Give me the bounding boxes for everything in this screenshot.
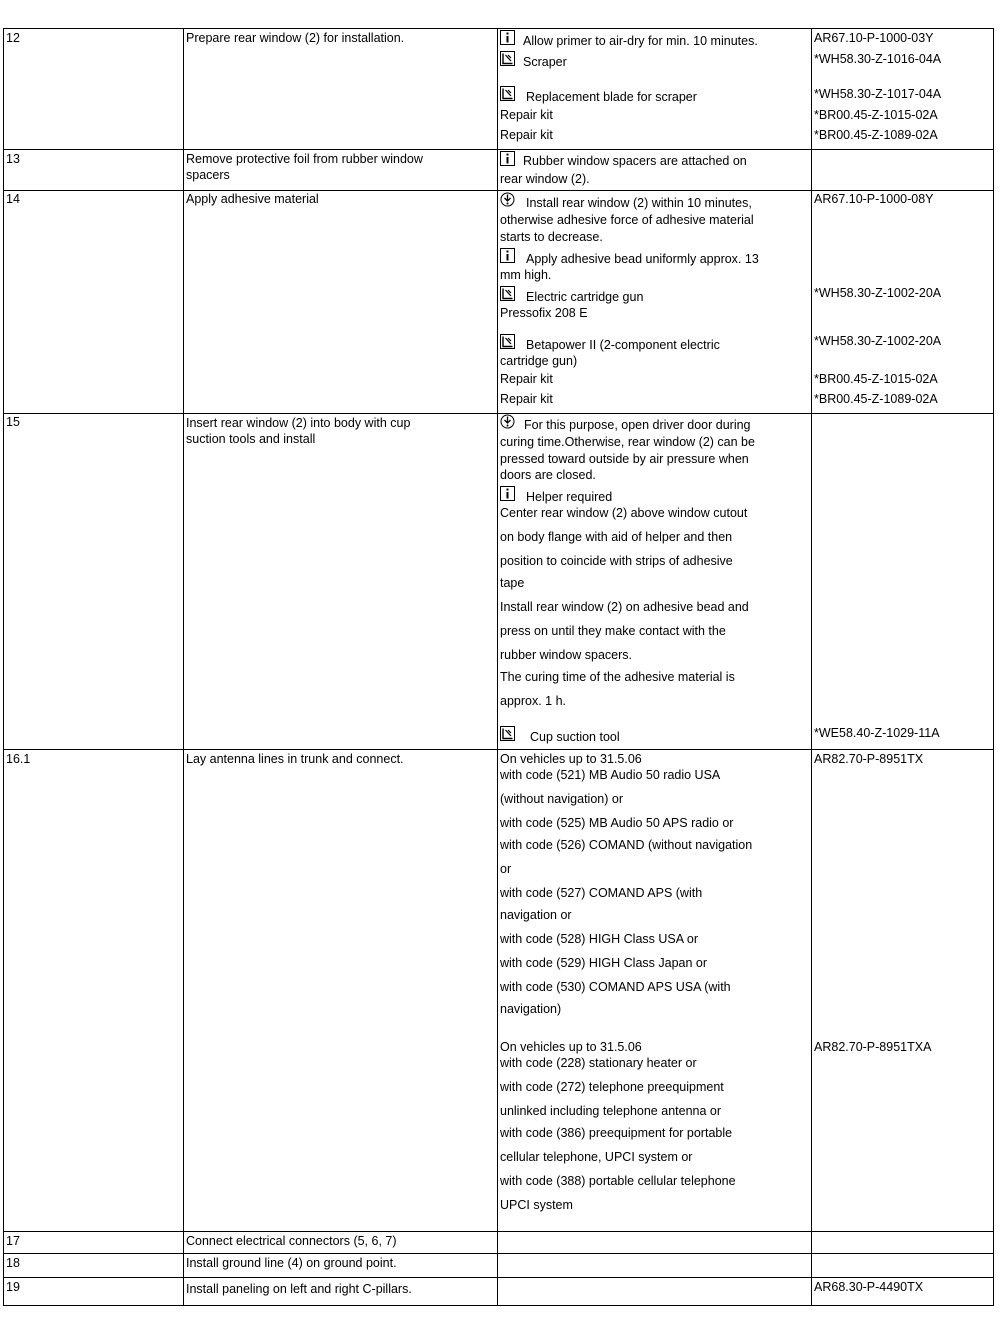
info-icon	[500, 151, 515, 166]
note-text: position to coincide with strips of adhesive	[500, 554, 733, 568]
operation-text: Install paneling on left and right C-pillars.	[186, 1282, 412, 1296]
note-text: with code (386) preequipment for portable	[500, 1126, 733, 1140]
note-text: Install rear window (2) on adhesive bead and	[500, 600, 749, 614]
reference-link[interactable]: AR67.10-P-1000-03Y	[814, 31, 934, 45]
note-text: Replacement blade for scraper	[526, 90, 697, 104]
operation-text: spacers	[186, 168, 230, 182]
table-border-bottom	[3, 1305, 993, 1306]
reference-link[interactable]: *BR00.45-Z-1089-02A	[814, 128, 938, 142]
note-text: Apply adhesive bead uniformly approx. 13	[526, 252, 759, 266]
reference-link[interactable]: AR68.30-P-4490TX	[814, 1280, 924, 1294]
row-divider	[3, 1277, 993, 1278]
operation-text: Install ground line (4) on ground point.	[186, 1256, 397, 1270]
note-text: doors are closed.	[500, 468, 596, 482]
note-text: rear window (2).	[500, 172, 590, 186]
tool-icon	[500, 726, 515, 741]
warning-icon	[500, 414, 515, 429]
note-text: Install rear window (2) within 10 minutes,	[526, 196, 752, 210]
note-text: Electric cartridge gun	[526, 290, 644, 304]
note-text: with code (521) MB Audio 50 radio USA	[500, 768, 721, 782]
reference-link[interactable]: AR82.70-P-8951TXA	[814, 1040, 932, 1054]
row-divider	[3, 413, 993, 414]
note-text: Betapower II (2-component electric	[526, 338, 720, 352]
row-divider	[3, 149, 993, 150]
note-text: navigation)	[500, 1002, 562, 1016]
note-text: On vehicles up to 31.5.06	[500, 1040, 642, 1054]
table-divider-col1	[183, 28, 184, 1306]
note-text: Repair kit	[500, 108, 553, 122]
step-number: 19	[6, 1280, 20, 1294]
operation-text: Apply adhesive material	[186, 192, 319, 206]
note-text: with code (529) HIGH Class Japan or	[500, 956, 708, 970]
note-text: rubber window spacers.	[500, 648, 633, 662]
note-text: approx. 1 h.	[500, 694, 567, 708]
table-border-left	[3, 28, 4, 1306]
note-text: Repair kit	[500, 392, 553, 406]
reference-link[interactable]: *WE58.40-Z-1029-11A	[814, 726, 940, 740]
reference-link[interactable]: *WH58.30-Z-1002-20A	[814, 334, 942, 348]
step-number: 15	[6, 415, 20, 429]
reference-link[interactable]: *BR00.45-Z-1089-02A	[814, 392, 938, 406]
operation-text: Insert rear window (2) into body with cup	[186, 416, 411, 430]
note-text: On vehicles up to 31.5.06	[500, 752, 642, 766]
note-text: with code (527) COMAND APS (with	[500, 886, 703, 900]
info-icon	[500, 486, 515, 501]
reference-link[interactable]: AR67.10-P-1000-08Y	[814, 192, 934, 206]
note-text: curing time.Otherwise, rear window (2) can be	[500, 435, 755, 449]
note-text: Pressofix 208 E	[500, 306, 588, 320]
note-text: mm high.	[500, 268, 552, 282]
reference-link[interactable]: *WH58.30-Z-1016-04A	[814, 52, 942, 66]
info-icon	[500, 30, 515, 45]
note-text: For this purpose, open driver door during	[524, 418, 751, 432]
operation-text: Prepare rear window (2) for installation.	[186, 31, 405, 45]
note-text: Repair kit	[500, 128, 553, 142]
note-text: on body flange with aid of helper and then	[500, 530, 733, 544]
note-text: The curing time of the adhesive material is	[500, 670, 735, 684]
note-text: with code (388) portable cellular telephone	[500, 1174, 736, 1188]
note-text: with code (528) HIGH Class USA or	[500, 932, 698, 946]
note-text: tape	[500, 576, 525, 590]
row-divider	[3, 1231, 993, 1232]
table-border-right	[993, 28, 994, 1306]
note-text: with code (228) stationary heater or	[500, 1056, 697, 1070]
note-text: Helper required	[526, 490, 613, 504]
reference-link[interactable]: *WH58.30-Z-1002-20A	[814, 286, 942, 300]
table-border-top	[3, 28, 993, 29]
step-number: 17	[6, 1234, 20, 1248]
note-text: or	[500, 862, 512, 876]
note-text: otherwise adhesive force of adhesive material	[500, 213, 754, 227]
note-text: with code (272) telephone preequipment	[500, 1080, 724, 1094]
reference-link[interactable]: *BR00.45-Z-1015-02A	[814, 108, 938, 122]
step-number: 13	[6, 152, 20, 166]
note-text: Repair kit	[500, 372, 553, 386]
note-text: Rubber window spacers are attached on	[523, 154, 747, 168]
operation-text: Connect electrical connectors (5, 6, 7)	[186, 1234, 397, 1248]
reference-link[interactable]: *BR00.45-Z-1015-02A	[814, 372, 938, 386]
table-divider-col2	[497, 28, 498, 1306]
note-text: unlinked including telephone antenna or	[500, 1104, 722, 1118]
note-text: with code (530) COMAND APS USA (with	[500, 980, 731, 994]
step-number: 14	[6, 192, 20, 206]
table-divider-col3	[811, 28, 812, 1306]
note-text: (without navigation) or	[500, 792, 623, 806]
note-text: press on until they make contact with the	[500, 624, 726, 638]
step-number: 18	[6, 1256, 20, 1270]
warning-icon	[500, 192, 515, 207]
note-text: Allow primer to air-dry for min. 10 minutes.	[523, 34, 758, 48]
tool-icon	[500, 334, 515, 349]
reference-link[interactable]: *WH58.30-Z-1017-04A	[814, 87, 942, 101]
tool-icon	[500, 86, 515, 101]
note-text: Cup suction tool	[530, 730, 620, 744]
tool-icon	[500, 286, 515, 301]
row-divider	[3, 749, 993, 750]
note-text: starts to decrease.	[500, 230, 603, 244]
reference-link[interactable]: AR82.70-P-8951TX	[814, 752, 924, 766]
operation-text: Lay antenna lines in trunk and connect.	[186, 752, 404, 766]
step-number: 12	[6, 31, 20, 45]
note-text: Scraper	[523, 55, 567, 69]
note-text: UPCI system	[500, 1198, 573, 1212]
step-number: 16.1	[6, 752, 31, 766]
row-divider	[3, 1253, 993, 1254]
info-icon	[500, 248, 515, 263]
operation-text: suction tools and install	[186, 432, 316, 446]
note-text: navigation or	[500, 908, 572, 922]
note-text: with code (525) MB Audio 50 APS radio or	[500, 816, 734, 830]
operation-text: Remove protective foil from rubber window	[186, 152, 423, 166]
note-text: cartridge gun)	[500, 354, 578, 368]
note-text: pressed toward outside by air pressure when	[500, 452, 749, 466]
note-text: cellular telephone, UPCI system or	[500, 1150, 693, 1164]
note-text: with code (526) COMAND (without navigation	[500, 838, 753, 852]
tool-icon	[500, 51, 515, 66]
note-text: Center rear window (2) above window cutout	[500, 506, 748, 520]
